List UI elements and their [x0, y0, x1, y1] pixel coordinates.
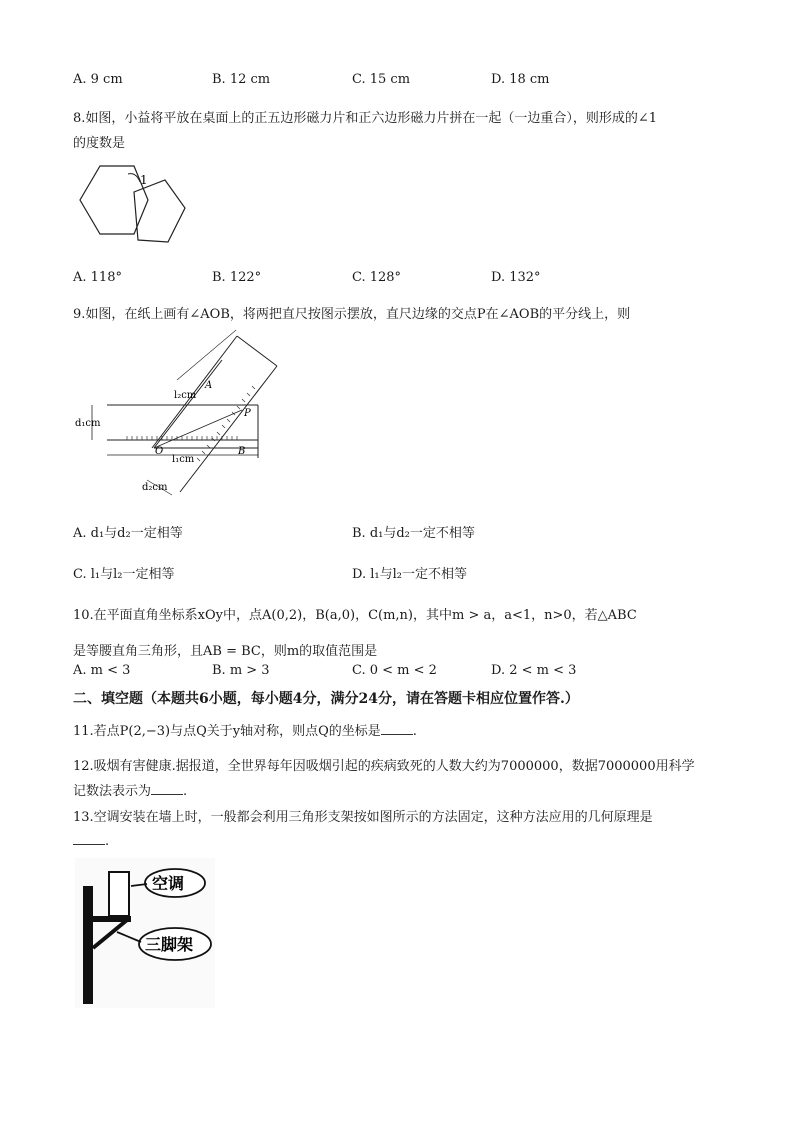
- q11-text: 11.若点P(2,−3)与点Q关于y轴对称，则点Q的坐标是: [73, 724, 381, 739]
- q10-option-a: A. m < 3: [73, 663, 131, 678]
- q11-period: .: [412, 724, 417, 739]
- label-P: P: [244, 408, 251, 419]
- label-d2: d₂cm: [142, 482, 168, 493]
- q7-option-d: D. 18 cm: [491, 72, 550, 87]
- q9-option-c: C. l₁与l₂一定相等: [73, 567, 175, 582]
- q13-line1: 13.空调安装在墙上时，一般都会利用三角形支架按如图所示的方法固定，这种方法应用的几何原理是: [73, 810, 653, 825]
- q12-period: .: [183, 784, 188, 799]
- angle-1-label: 1: [140, 173, 148, 187]
- q7-option-c: C. 15 cm: [352, 72, 411, 87]
- q9-option-b: B. d₁与d₂一定不相等: [352, 526, 475, 541]
- q13-line2: [73, 832, 109, 849]
- q7-option-b: B. 12 cm: [212, 72, 271, 87]
- q8-polygon-figure: [70, 160, 195, 250]
- q12-answer-blank: [151, 782, 183, 795]
- label-l2: l₂cm: [174, 390, 197, 401]
- pentagon-shape: [134, 180, 185, 242]
- label-d1: d₁cm: [75, 418, 101, 429]
- q9-option-a: A. d₁与d₂一定相等: [73, 526, 183, 541]
- q12-text: 记数法表示为: [73, 784, 152, 799]
- callout-tripod-label: 三脚架: [145, 935, 194, 954]
- q9-option-d: D. l₁与l₂一定不相等: [352, 567, 467, 582]
- label-l1: l₁cm: [172, 454, 195, 465]
- q10-option-c: C. 0 < m < 2: [352, 663, 437, 678]
- q11: [73, 720, 417, 739]
- ac-unit-shape: [109, 872, 129, 916]
- hexagon-shape: [80, 166, 148, 234]
- q8-stem-line1: 8.如图，小益将平放在桌面上的正五边形磁力片和正六边形磁力片拼在一起（一边重合），则形成的∠1: [73, 111, 658, 126]
- q8-stem-line2: 的度数是: [73, 136, 126, 151]
- label-O: O: [155, 446, 164, 457]
- callout-ac-label: 空调: [152, 874, 185, 893]
- section-2-heading: 二、填空题（本题共6小题，每小题4分，满分24分，请在答题卡相应位置作答.）: [73, 691, 579, 707]
- wall-shape: [83, 886, 93, 1004]
- q7-option-a: A. 9 cm: [73, 72, 123, 87]
- q11-answer-blank: [381, 722, 413, 735]
- q9-ruler-figure: [72, 330, 282, 500]
- q9-stem: 9.如图，在纸上画有∠AOB，将两把直尺按图示摆放，直尺边缘的交点P在∠AOB的平分线上，则: [73, 307, 631, 322]
- q8-option-d: D. 132°: [491, 270, 541, 285]
- q12-line1: 12.吸烟有害健康.据报道，全世界每年因吸烟引起的疾病致死的人数大约为7000000，数据7000000用科学: [73, 759, 695, 774]
- q13-answer-blank: [73, 832, 105, 845]
- label-B: B: [238, 446, 246, 457]
- q10-option-b: B. m > 3: [212, 663, 270, 678]
- q10-stem-line2: 是等腰直角三角形，且AB = BC，则m的取值范围是: [73, 644, 378, 659]
- q8-option-c: C. 128°: [352, 270, 402, 285]
- label-A: A: [205, 380, 213, 391]
- q12-line2: [73, 780, 187, 799]
- q8-option-a: A. 118°: [73, 270, 122, 285]
- q13-ac-figure: [75, 858, 215, 1008]
- q10-option-d: D. 2 < m < 3: [491, 663, 577, 678]
- q13-period: .: [105, 834, 110, 849]
- q10-stem-line1: 10.在平面直角坐标系xOy中，点A(0,2)，B(a,0)，C(m,n)，其中m > a，a<1，n>0，若△ABC: [73, 608, 637, 623]
- q8-option-b: B. 122°: [212, 270, 262, 285]
